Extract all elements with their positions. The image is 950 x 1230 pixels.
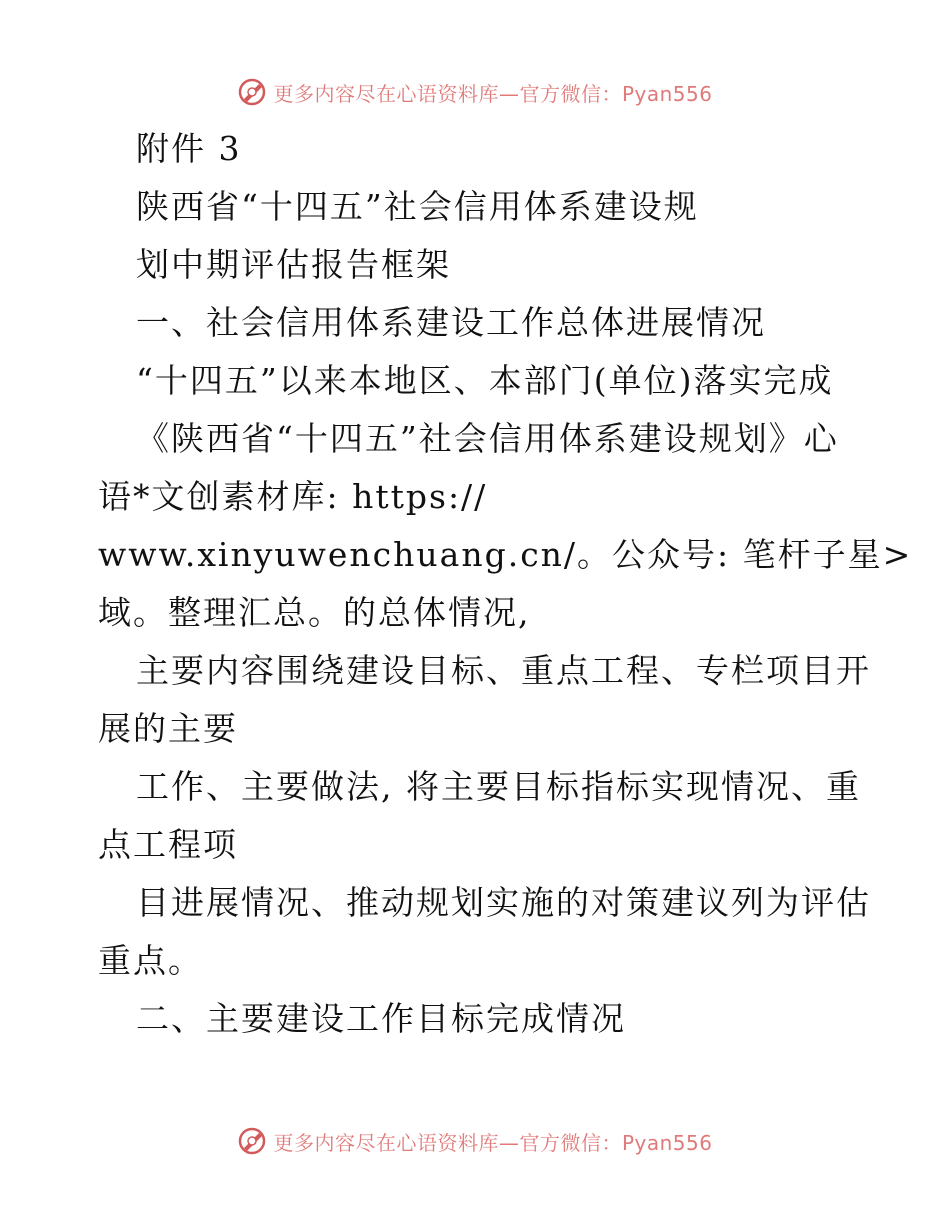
document-body [98,120,913,1048]
line-7: 语*文创素材库: https:// [98,477,488,516]
line-14: 目进展情况、推动规划实施的对策建议列为评估 [136,883,871,922]
line-4: 一、社会信用体系建设工作总体进展情况 [136,303,766,342]
line-3: 划中期评估报告框架 [136,245,451,284]
watermark-text: 更多内容尽在心语资料库—官方微信：Pyan556 [273,81,713,106]
line-2: 陕西省“十四五”社会信用体系建设规 [136,187,699,226]
footer-watermark [0,1121,950,1161]
line-15: 重点。 [98,941,203,980]
line-11: 展的主要 [98,709,238,748]
line-8: www.xinyuwenchuang.cn/。公众号: 笔杆子星> [98,535,913,574]
line-5: “十四五”以来本地区、本部门(单位)落实完成 [136,361,834,400]
line-6: 《陕西省“十四五”社会信用体系建设规划》心 [136,419,839,458]
line-16: 二、主要建设工作目标完成情况 [136,999,626,1038]
line-13: 点工程项 [98,825,238,864]
watermark-text: 更多内容尽在心语资料库—官方微信：Pyan556 [273,1130,713,1155]
line-10: 主要内容围绕建设目标、重点工程、专栏项目开 [136,651,871,690]
line-12: 工作、主要做法, 将主要目标指标实现情况、重 [136,767,861,806]
header-watermark [0,72,950,112]
line-9: 域。整理汇总。的总体情况, [98,593,531,632]
brand-logo-icon [237,1126,267,1156]
brand-logo-icon [237,77,267,107]
line-1: 附件 3 [136,129,242,168]
